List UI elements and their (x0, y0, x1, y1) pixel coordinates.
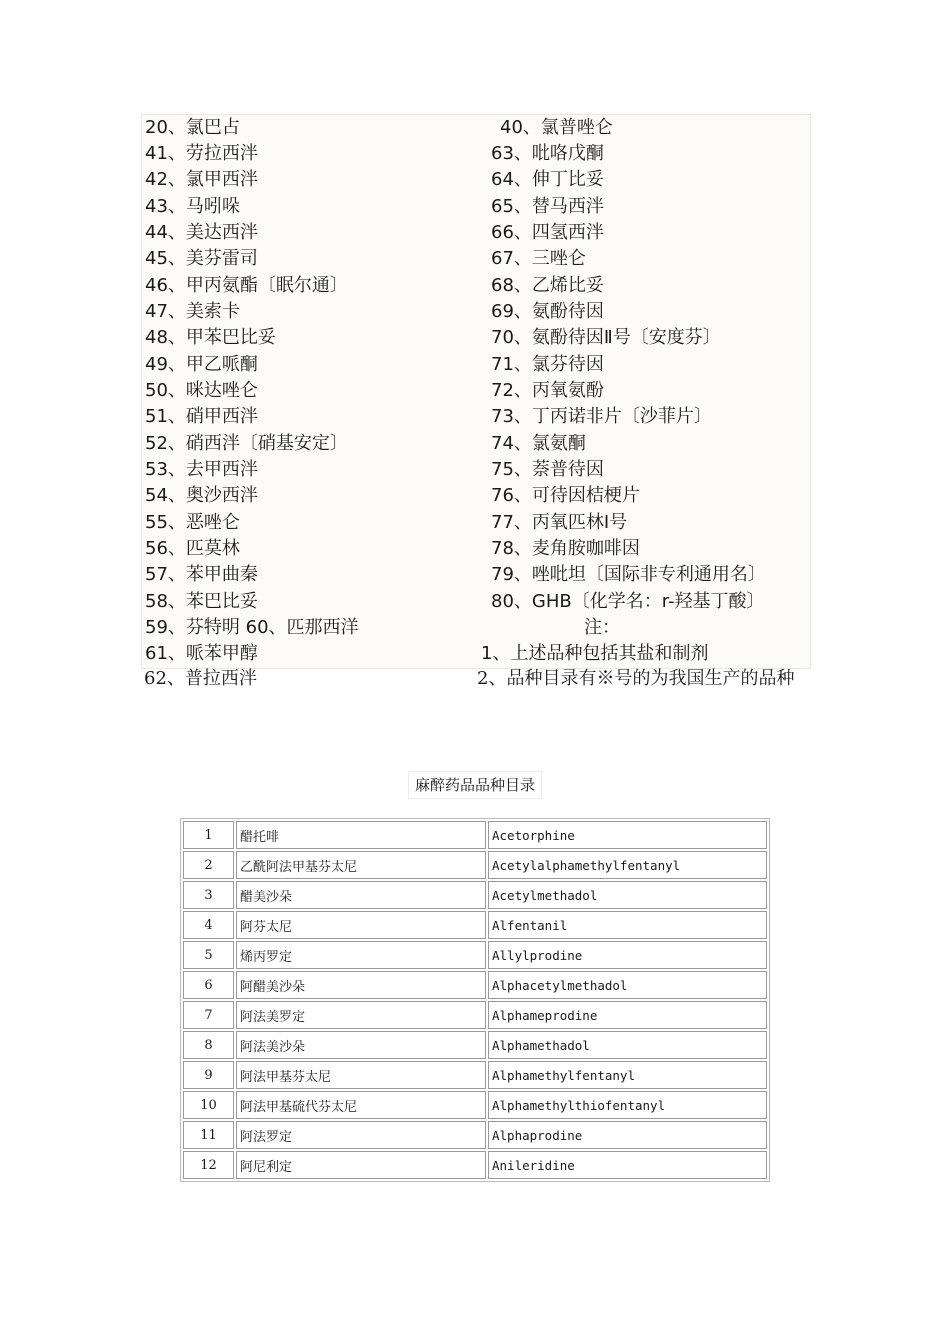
english-name: Alphamethylfentanyl (488, 1061, 767, 1089)
english-name: Acetorphine (488, 821, 767, 849)
table-row (183, 1091, 767, 1119)
row-number: 7 (183, 1001, 234, 1029)
row-number: 1 (183, 821, 234, 849)
list-item-left: 61、哌苯甲醇 (145, 643, 258, 664)
list-item-left: 47、美索卡 (145, 301, 240, 322)
list-item-right: 76、可待因桔梗片 (491, 485, 640, 506)
table-row (183, 1061, 767, 1089)
list-item-left: 50、咪达唑仑 (145, 380, 258, 401)
row-number: 2 (183, 851, 234, 879)
chinese-name: 醋托啡 (236, 821, 486, 849)
list-item-left: 46、甲丙氨酯〔眠尔通〕 (145, 275, 348, 296)
list-item-right: 68、乙烯比妥 (491, 275, 604, 296)
chinese-name: 阿尼利定 (236, 1151, 486, 1179)
list-item-right: 77、丙氧匹林Ⅰ号 (491, 512, 628, 533)
english-name: Alphamethylthiofentanyl (488, 1091, 767, 1119)
list-item-left: 54、奥沙西泮 (145, 485, 258, 506)
list-item-right: 72、丙氧氨酚 (491, 380, 604, 401)
list-item-right: 66、四氢西泮 (491, 222, 604, 243)
english-name: Acetylalphamethylfentanyl (488, 851, 767, 879)
table-row (183, 911, 767, 939)
list-item-left: 53、去甲西泮 (145, 459, 258, 480)
list-item-right: 80、GHB〔化学名：r-羟基丁酸〕 (491, 591, 765, 612)
list-item-left: 55、恶唑仑 (145, 512, 240, 533)
list-item-right: 75、萘普待因 (491, 459, 604, 480)
chinese-name: 阿法甲基芬太尼 (236, 1061, 486, 1089)
table-row (183, 821, 767, 849)
english-name: Alphameprodine (488, 1001, 767, 1029)
chinese-name: 阿醋美沙朵 (236, 971, 486, 999)
list-item-right: 64、伸丁比妥 (491, 169, 604, 190)
note-item: 2、品种目录有※号的为我国生产的品种 (477, 668, 795, 689)
english-name: Acetylmethadol (488, 881, 767, 909)
list-item-right: 79、唑吡坦〔国际非专利通用名〕 (491, 564, 766, 585)
chinese-name: 阿法美沙朵 (236, 1031, 486, 1059)
english-name: Alphaprodine (488, 1121, 767, 1149)
list-item-left: 44、美达西泮 (145, 222, 258, 243)
list-item-right: 78、麦角胺咖啡因 (491, 538, 640, 559)
table-row (183, 1151, 767, 1179)
chinese-name: 阿法美罗定 (236, 1001, 486, 1029)
list-item-right: 71、氯芬待因 (491, 354, 604, 375)
row-number: 4 (183, 911, 234, 939)
row-number: 5 (183, 941, 234, 969)
table-row (183, 851, 767, 879)
list-item-right: 73、丁丙诺非片〔沙菲片〕 (491, 406, 712, 427)
row-number: 12 (183, 1151, 234, 1179)
list-item-left: 52、硝西泮〔硝基安定〕 (145, 433, 348, 454)
chinese-name: 烯丙罗定 (236, 941, 486, 969)
english-name: Alphamethadol (488, 1031, 767, 1059)
row-number: 6 (183, 971, 234, 999)
chinese-name: 阿法罗定 (236, 1121, 486, 1149)
list-item-left: 45、美芬雷司 (145, 248, 258, 269)
list-item-left: 49、甲乙哌酮 (145, 354, 258, 375)
list-item-right: 67、三唑仑 (491, 248, 586, 269)
chinese-name: 乙酰阿法甲基芬太尼 (236, 851, 486, 879)
list-item-left: 20、氯巴占 (145, 117, 240, 138)
row-number: 10 (183, 1091, 234, 1119)
list-item-left: 57、苯甲曲秦 (145, 564, 258, 585)
list-item-right: 65、替马西泮 (491, 196, 604, 217)
list-item-right: 63、吡咯戊酮 (491, 143, 604, 164)
list-item-left: 42、氯甲西泮 (145, 169, 258, 190)
english-name: Alphacetylmethadol (488, 971, 767, 999)
list-item-right: 69、氨酚待因 (491, 301, 604, 322)
list-item-right: 40、氯普唑仑 (500, 117, 613, 138)
chinese-name: 醋美沙朵 (236, 881, 486, 909)
list-item-left: 41、劳拉西泮 (145, 143, 258, 164)
substance-list-block (141, 114, 811, 669)
list-item-left: 51、硝甲西泮 (145, 406, 258, 427)
table-row (183, 1121, 767, 1149)
catalog-title: 麻醉药品品种目录 (408, 771, 542, 799)
chinese-name: 阿法甲基硫代芬太尼 (236, 1091, 486, 1119)
note-item: 1、上述品种包括其盐和制剂 (481, 643, 709, 664)
english-name: Alfentanil (488, 911, 767, 939)
row-number: 9 (183, 1061, 234, 1089)
list-item-left: 59、芬特明 60、匹那西洋 (145, 617, 359, 638)
table-row (183, 1001, 767, 1029)
chinese-name: 阿芬太尼 (236, 911, 486, 939)
list-item-right: 74、氯氨酮 (491, 433, 586, 454)
table-row (183, 971, 767, 999)
english-name: Anileridine (488, 1151, 767, 1179)
table-row (183, 1031, 767, 1059)
table-row (183, 941, 767, 969)
row-number: 8 (183, 1031, 234, 1059)
row-number: 3 (183, 881, 234, 909)
list-item-left: 62、普拉西泮 (144, 668, 257, 689)
english-name: Allylprodine (488, 941, 767, 969)
row-number: 11 (183, 1121, 234, 1149)
list-item-left: 48、甲苯巴比妥 (145, 327, 276, 348)
list-item-left: 58、苯巴比妥 (145, 591, 258, 612)
narcotics-catalog-table (180, 818, 770, 1182)
table-row (183, 881, 767, 909)
list-item-left: 56、匹莫林 (145, 538, 240, 559)
list-item-left: 43、马吲哚 (145, 196, 240, 217)
note-heading: 注： (584, 617, 620, 638)
list-item-right: 70、氨酚待因Ⅱ号〔安度芬〕 (491, 327, 721, 348)
